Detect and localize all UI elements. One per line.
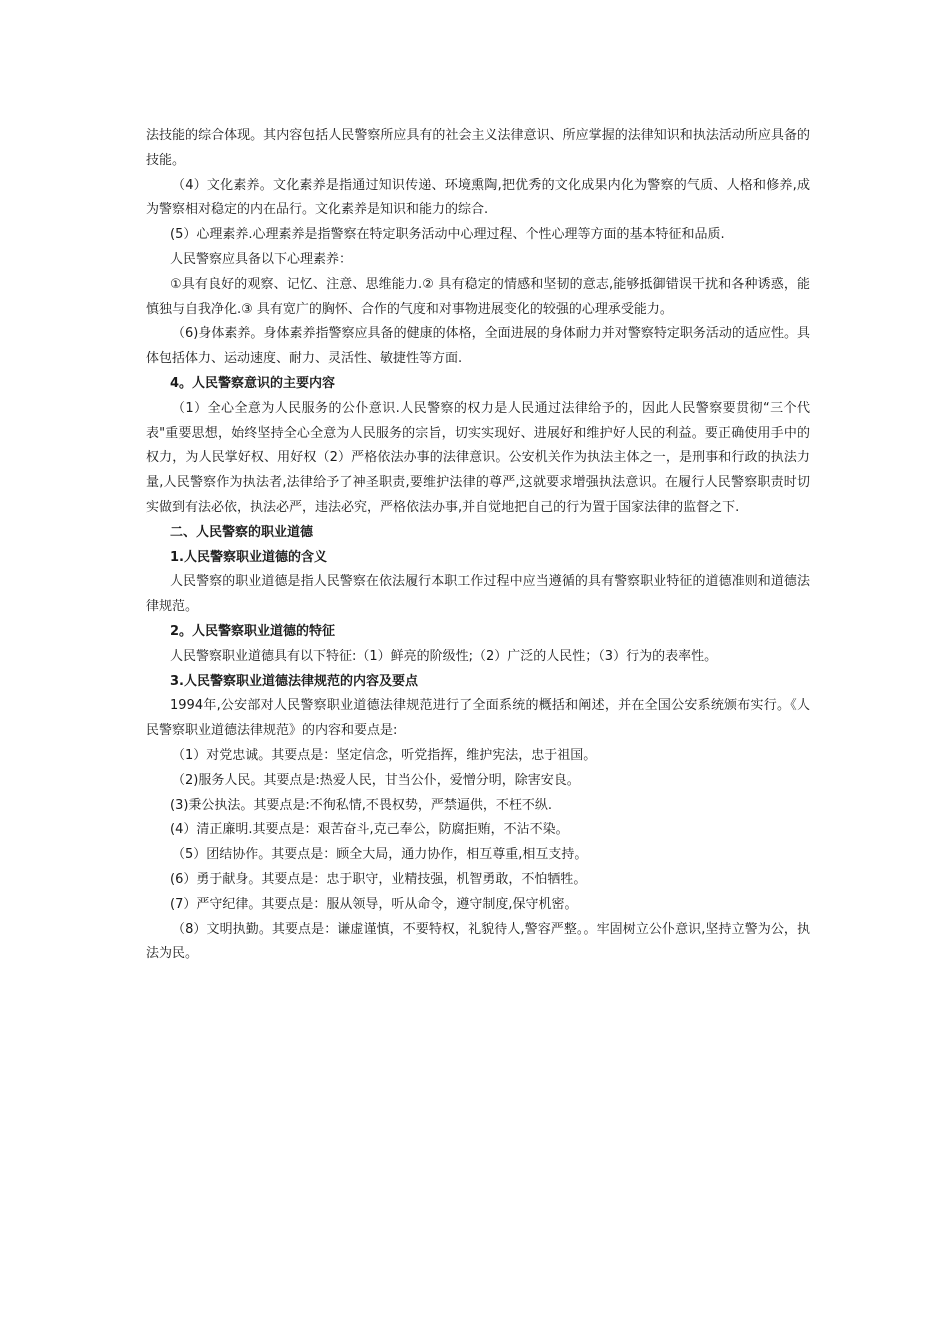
list-item-2: （2)服务人民。其要点是:热爱人民，甘当公仆，爱憎分明，除害安良。 — [172, 772, 580, 788]
section-heading-4: 4。人民警察意识的主要内容 — [170, 375, 336, 391]
paragraph-1: 法技能的综合体现。其内容包括人民警察所应具有的社会主义法律意识、所应掌握的法律知识和执法活动所应具备的技能。 — [146, 128, 810, 168]
paragraph-13: 人民警察职业道德具有以下特征:（1）鲜亮的阶级性;（2）广泛的人民性；（3）行为的表率性。 — [170, 648, 718, 664]
paragraph-11: 人民警察的职业道德是指人民警察在依法履行本职工作过程中应当遵循的具有警察职业特征的道德准则和道德法律规范。 — [146, 574, 810, 615]
list-item-6: (6）勇于献身。其要点是：忠于职守，业精技强，机智勇敢，不怕牺牲。 — [170, 871, 587, 887]
paragraph-2: （4）文化素养。文化素养是指通过知识传递、环境熏陶,把优秀的文化成果内化为警察的气质、人格和修养,成为警察相对稳定的内在品行。文化素养是知识和能力的综合. — [146, 177, 810, 218]
paragraph-6: （6)身体素养。身体素养指警察应具备的健康的体格，全面进展的身体耐力并对警察特定职务活动的适应性。具体包括体力、运动速度、耐力、灵活性、敏捷性等方面. — [146, 326, 810, 367]
list-item-5: （5）团结协作。其要点是：顾全大局，通力协作，相互尊重,相互支持。 — [172, 847, 588, 863]
paragraph-15: 1994年,公安部对人民警察职业道德法律规范进行了全面系统的概括和阐述，并在全国公安系统颁布实行。《人民警察职业道德法律规范》的内容和要点是: — [146, 698, 810, 739]
paragraph-8: （1）全心全意为人民服务的公仆意识.人民警察的权力是人民通过法律给予的，因此人民警察要贯彻“三个代表"重要思想，始终坚持全心全意为人民服务的宗旨，切实实现好、进展好和维护好人民的利益。要正确使用手中的权力，为人民掌好权、用好权（2）严格依法办事的法律意识。公安机关作为执法主体之一，是刑事和行政的执法力量,人民警察作为执法者,法律给予了神圣职责,要维护法律的尊严,这就要求增强执法意识。在履行人民警察职责时切实做到有法必依，执法必严，违法必究，严格依法办事,并自觉地把自己的行为置于国家法律的监督之下. — [146, 400, 810, 515]
paragraph-5: ①具有良好的观察、记忆、注意、思维能力.② 具有稳定的情感和坚韧的意志,能够抵御错误干扰和各种诱惑，能慎独与自我净化.③ 具有宽广的胸怀、合作的气度和对事物进展变化的较强的心理承受能力。 — [146, 276, 810, 317]
list-item-4: (4）清正廉明.其要点是：艰苦奋斗,克己奉公，防腐拒贿，不沾不染。 — [170, 822, 569, 838]
chapter-heading-2: 二、人民警察的职业道德 — [170, 524, 314, 540]
document-body — [146, 124, 810, 967]
list-item-3: (3)秉公执法。其要点是:不徇私情,不畏权势，严禁逼供，不枉不纵. — [170, 797, 553, 813]
paragraph-4: 人民警察应具备以下心理素养： — [170, 251, 353, 267]
list-item-8: （8）文明执勤。其要点是：谦虚谨慎，不要特权，礼貌待人,警容严整。。牢固树立公仆意识,坚持立警为公，执法为民。 — [146, 921, 810, 962]
section-heading-1: 1.人民警察职业道德的含义 — [170, 549, 327, 565]
section-heading-3: 3.人民警察职业道德法律规范的内容及要点 — [170, 673, 418, 689]
list-item-7: (7）严守纪律。其要点是：服从领导，听从命令，遵守制度,保守机密。 — [170, 896, 578, 912]
section-heading-2: 2。人民警察职业道德的特征 — [170, 623, 336, 639]
paragraph-3: (5）心理素养.心理素养是指警察在特定职务活动中心理过程、个性心理等方面的基本特征和品质. — [170, 227, 725, 243]
list-item-1: （1）对党忠诚。其要点是：坚定信念，听党指挥，维护宪法，忠于祖国。 — [172, 747, 597, 763]
